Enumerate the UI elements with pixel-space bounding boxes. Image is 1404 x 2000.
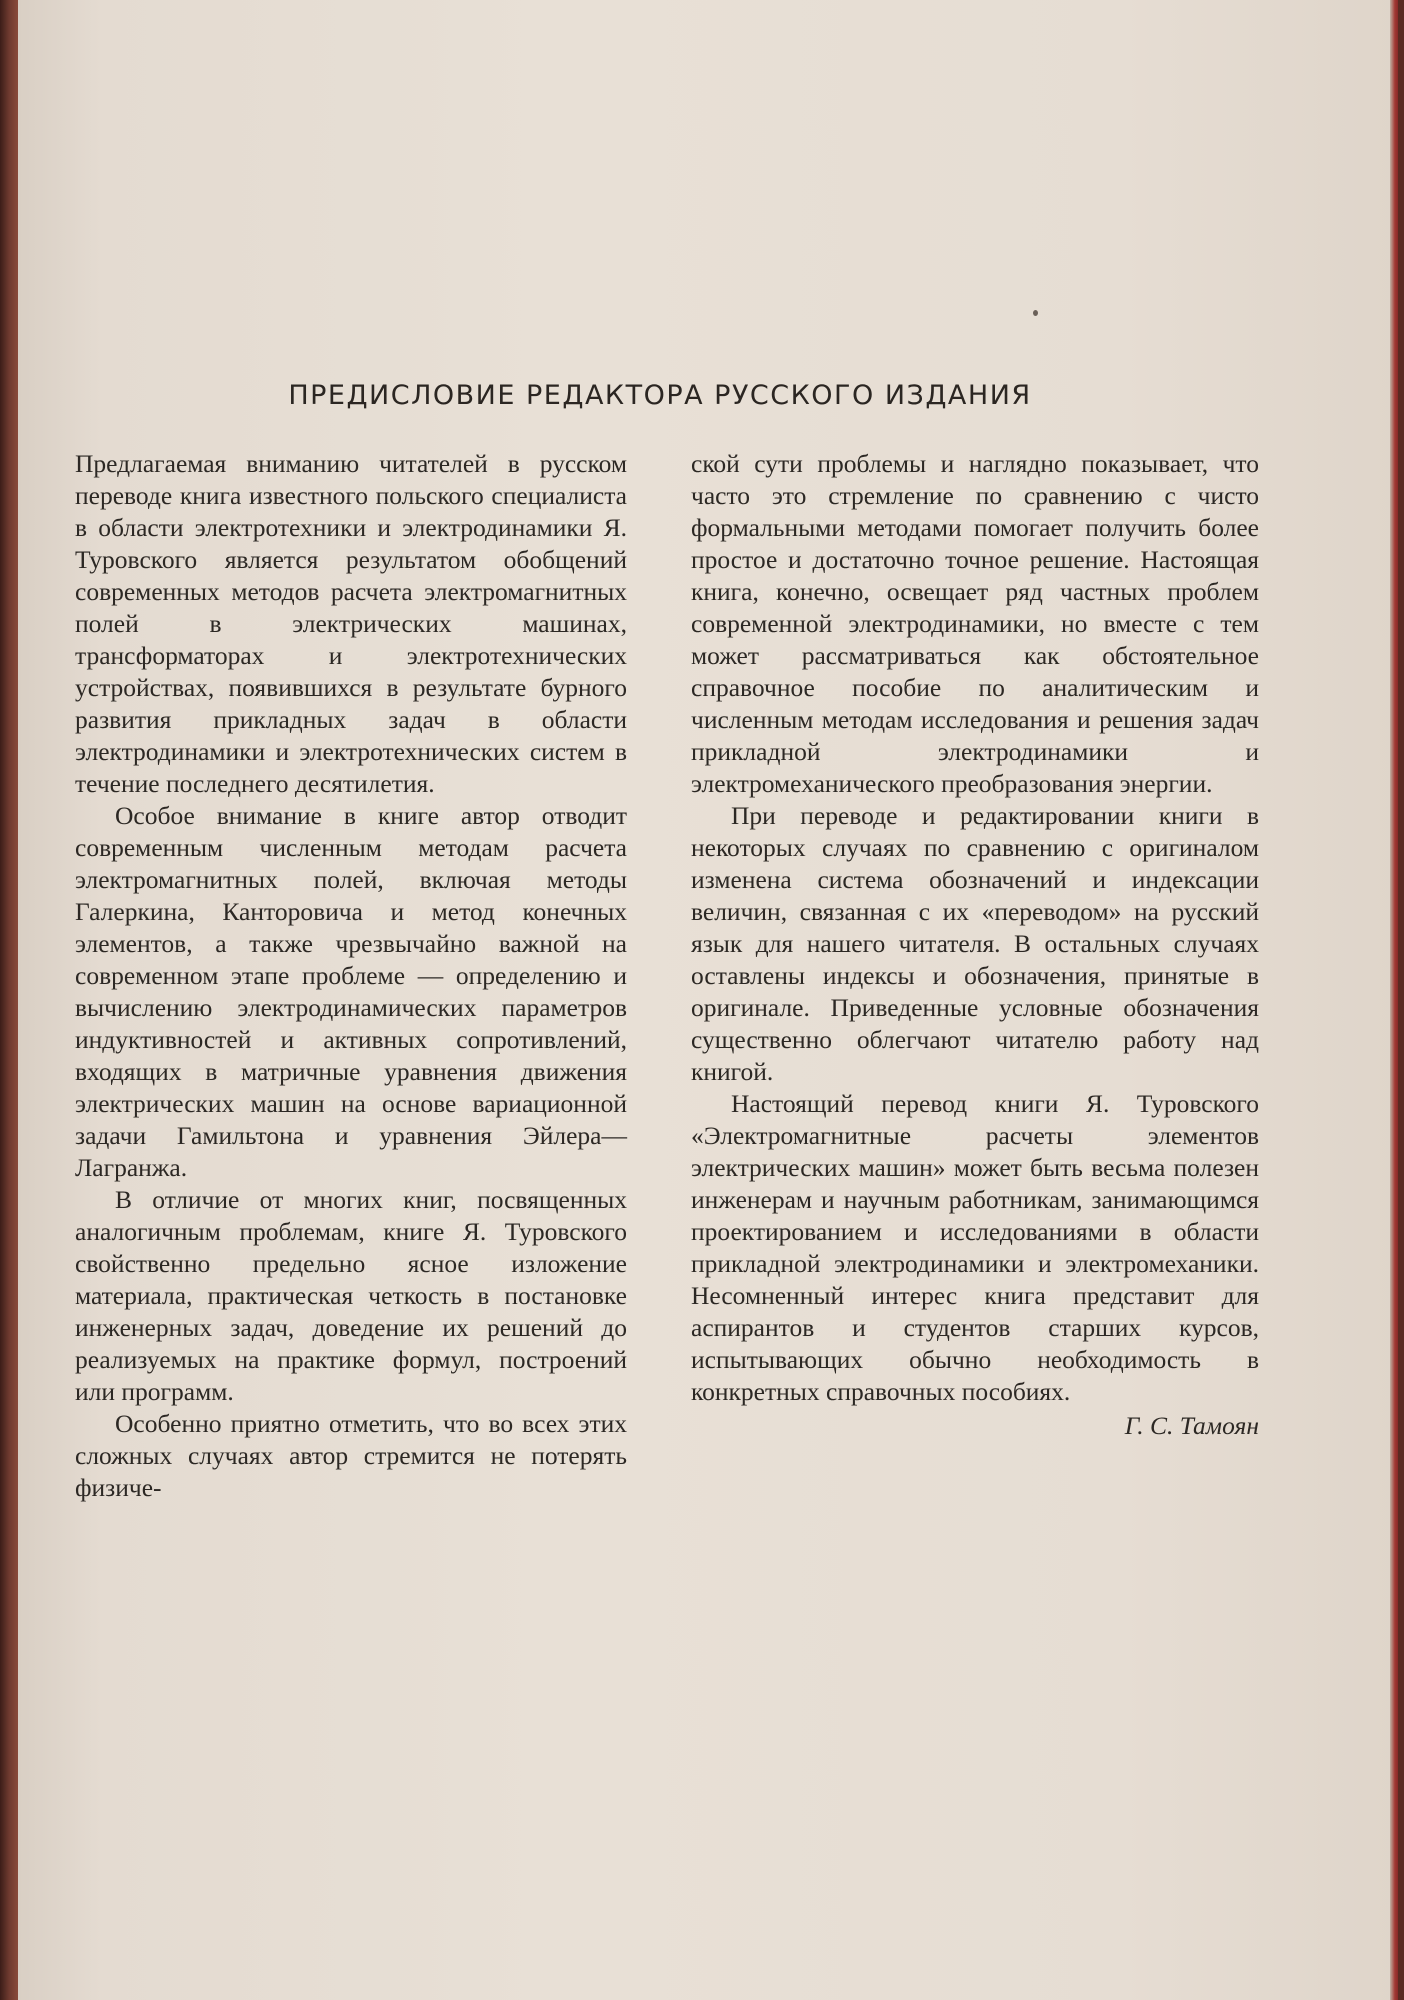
page-title: ПРЕДИСЛОВИЕ РЕДАКТОРА РУССКОГО ИЗДАНИЯ bbox=[288, 380, 1032, 411]
paragraph-numerical-methods: Особое внимание в книге автор отводит современным численным методам расчета электромагнитных полей, включая методы Галеркина, Канторовича и метод конечных элементов, а также чрезвычайно важной на современном этапе проблеме — определению и вычислению электродинамических параметров индуктивностей и активных сопротивлений, входящих в матричные уравнения движения электрических машин на основе вариационной задачи Гамильтона и уравнения Эйлера—Лагранжа. bbox=[75, 801, 627, 1182]
paragraph-audience: Настоящий перевод книги Я. Туровского «Электромагнитные расчеты элементов электрических машин» может быть весьма полезен инженерам и научным работникам, занимающимся проектированием и исследованиями в области прикладной электродинамики и электромеханики. Несомненный интерес книга представит для аспирантов и студентов старших курсов, испытывающих обычно необходимость в конкретных справочных пособиях. bbox=[691, 1089, 1259, 1406]
book-page bbox=[18, 0, 1398, 2000]
paragraph-intro: Предлагаемая вниманию читателей в русском переводе книга известного польского специалиста в области электротехники и электродинамики Я. Туровского является результатом обобщений современных методов расчета электромагнитных полей в электрических машинах, трансформаторах и электротехнических устройствах, появившихся в результате бурного развития прикладных задач в области электродинамики и электротехнических систем в течение последнего десятилетия. bbox=[75, 449, 627, 798]
paragraph-physical-essence-end: ской сути проблемы и наглядно показывает, что часто это стремление по сравнению с чисто формальными методами помогает получить более простое и достаточно точное решение. Настоящая книга, конечно, освещает ряд частных проблем современной электродинамики, но вместе с тем может рассматриваться как обстоятельное справочное пособие по аналитическим и численным методам исследования и решения задач прикладной электродинамики и электромеханического преобразования энергии. bbox=[691, 449, 1259, 798]
editor-signature: Г. С. Тамоян bbox=[1124, 1411, 1259, 1440]
right-text-column bbox=[691, 448, 1259, 1442]
paragraph-translation-notes: При переводе и редактировании книги в некоторых случаях по сравнению с оригиналом изменена система обозначений и индексации величин, связанная с их «переводом» на русский язык для нашего читателя. В остальных случаях оставлены индексы и обозначения, принятые в оригинале. Приведенные условные обозначения существенно облегчают читателю работу над книгой. bbox=[691, 801, 1259, 1086]
book-binding-edge bbox=[0, 0, 18, 2000]
page-edge-right bbox=[1390, 0, 1398, 2000]
paragraph-physical-essence-start: Особенно приятно отметить, что во всех этих сложных случаях автор стремится не потерять физиче- bbox=[75, 1409, 627, 1502]
paragraph-distinction: В отличие от многих книг, посвященных аналогичным проблемам, книге Я. Туровского свойственно предельно ясное изложение материала, практическая четкость в постановке инженерных задач, доведение их решений до реализуемых на практике формул, построений или программ. bbox=[75, 1185, 627, 1406]
left-text-column bbox=[75, 448, 627, 1504]
paper-speck bbox=[1033, 310, 1038, 316]
